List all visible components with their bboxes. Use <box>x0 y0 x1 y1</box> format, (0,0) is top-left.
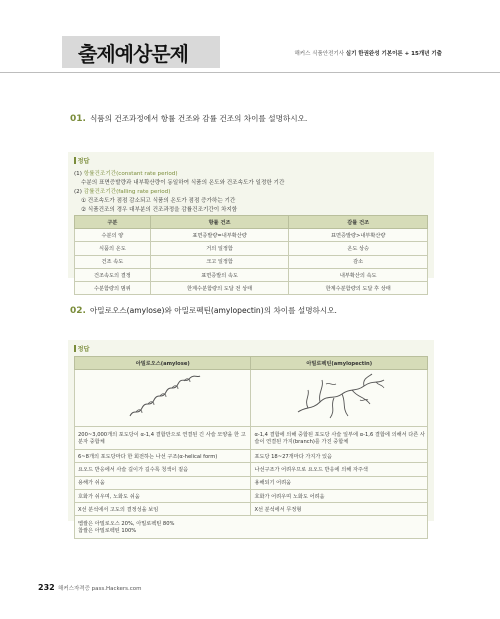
table-row <box>75 255 428 268</box>
table-row <box>75 476 428 489</box>
table-row <box>75 242 428 255</box>
amylopectin-diagram-cell <box>251 370 428 427</box>
table-cell: 포도당 18~27개마다 가지가 있음 <box>251 450 428 463</box>
table-row <box>75 489 428 502</box>
table-cell: 한계수분함량의 도달 전 상태 <box>150 282 289 295</box>
table-cell: 건조 속도 <box>75 255 151 268</box>
table-header: 감률 건조 <box>289 216 428 229</box>
table-cell: 용해되기 어려움 <box>251 476 428 489</box>
table-cell: 나선구조가 어려우므로 요오드 반응에 의해 자주색 <box>251 463 428 476</box>
table-row <box>75 427 428 450</box>
table-cell: 표면증발량=내부확산량 <box>150 229 289 242</box>
question-2 <box>70 305 337 316</box>
answer-line: ② 식품건조의 경우 대부분의 건조과정을 감률건조기간이 차지함 <box>81 207 238 213</box>
amylose-diagram-cell <box>75 370 251 427</box>
amylopectin-branch-diagram <box>290 372 390 422</box>
answer-line <box>74 169 178 177</box>
line-term: 항률건조기간(constant rate period) <box>83 171 178 177</box>
footer-line: 멥쌀은 아밀로오스 20%, 아밀로펙틴 80% <box>78 521 175 528</box>
question-1-number: 01. <box>70 114 86 124</box>
page-title: 출제예상문제 <box>78 42 188 66</box>
table-row <box>75 229 428 242</box>
label-bar <box>74 157 76 164</box>
table-footer-cell <box>75 516 428 539</box>
table-row <box>75 450 428 463</box>
table-header: 구분 <box>75 216 151 229</box>
answer-label-text: 정답 <box>77 158 90 165</box>
table-cell: 6~8개의 포도당마다 한 회전하는 나선 구조(α-helical form) <box>75 450 251 463</box>
question-2-text: 아밀로오스(amylose)와 아밀로펙틴(amylopectin)의 차이를 설명하시오. <box>89 306 337 315</box>
table-row <box>75 463 428 476</box>
table-cell: 거의 일정함 <box>150 242 289 255</box>
table-cell: 호화가 쉬우며, 노화도 쉬움 <box>75 489 251 502</box>
table-cell: α-1,4 결합에 의해 중합된 포도당 사슬 일부에 α-1,6 결합에 의해서 다른 사슬이 연결된 가지(branch)를 가진 중합체 <box>251 427 428 450</box>
answer-line: 수분의 표면증발량과 내부확산량이 동일하여 식품의 온도와 건조속도가 일정한 기간 <box>81 180 285 186</box>
table-cell: 감소 <box>289 255 428 268</box>
question-2-number: 02. <box>70 306 86 316</box>
table-cell: 용해가 쉬움 <box>75 476 251 489</box>
table-cell: 온도 상승 <box>289 242 428 255</box>
table-cell: 크고 일정함 <box>150 255 289 268</box>
table-cell: 건조속도의 결정 <box>75 268 151 281</box>
header-divider <box>0 72 500 73</box>
table-header: 항률 건조 <box>150 216 289 229</box>
table-cell: 수분함량의 범위 <box>75 282 151 295</box>
table-footer-row <box>75 516 428 539</box>
table-row <box>75 282 428 295</box>
amylose-helix-diagram <box>124 372 204 422</box>
subtitle-prefix: 해커스 식품안전기사 <box>294 51 346 57</box>
table-cell: 요오드 반응에서 사슬 길이가 길수록 청색이 짙음 <box>75 463 251 476</box>
answer-line: ① 건조속도가 점점 감소되고 식품의 온도가 점점 증가하는 기간 <box>81 198 236 204</box>
label-bar <box>74 345 76 352</box>
book-subtitle <box>294 49 442 57</box>
table-cell: X선 분석에서 고도의 결정성을 보임 <box>75 503 251 516</box>
table-header-row <box>75 216 428 229</box>
table-cell: 호화가 어려우며 노화도 어려움 <box>251 489 428 502</box>
comparison-table-2 <box>74 356 428 539</box>
question-1-text: 식품의 건조과정에서 항률 건조와 감률 건조의 차이를 설명하시오. <box>89 114 308 123</box>
answer-label-text: 정답 <box>77 346 90 353</box>
table-header: 아밀로펙틴(amylopectin) <box>251 357 428 370</box>
comparison-table-1 <box>74 215 428 295</box>
table-header: 아밀로오스(amylose) <box>75 357 251 370</box>
table-row <box>75 503 428 516</box>
table-cell: 내부확산의 속도 <box>289 268 428 281</box>
question-1 <box>70 113 307 124</box>
table-cell: 식품의 온도 <box>75 242 151 255</box>
answer-label-1 <box>74 156 89 165</box>
answer-label-2 <box>74 344 89 353</box>
table-cell: X선 분석에서 무정형 <box>251 503 428 516</box>
diagram-row <box>75 370 428 427</box>
table-row <box>75 268 428 281</box>
table-cell: 수분의 양 <box>75 229 151 242</box>
page-number: 232 <box>38 583 55 592</box>
footer-line: 찹쌀은 아밀로펙틴 100% <box>78 528 137 535</box>
table-header-row <box>75 357 428 370</box>
answer-box-2 <box>68 340 434 535</box>
table-cell: 표면증발량>내부확산량 <box>289 229 428 242</box>
footer-site: 해커스자격증 pass.Hackers.com <box>58 586 142 592</box>
answer-box-1 <box>68 152 434 292</box>
table-cell: 한계수분함량의 도달 후 상태 <box>289 282 428 295</box>
answer-line <box>74 187 170 195</box>
table-cell: 200~3,000개의 포도당이 α-1,4 결합만으로 연결된 긴 사슬 모양을 한 고분자 중합체 <box>75 427 251 450</box>
subtitle-bold: 실기 한권완성 기본이론 + 15개년 기출 <box>345 51 442 57</box>
table-cell: 표면증발의 속도 <box>150 268 289 281</box>
line-term: 감률건조기간(falling rate period) <box>83 189 171 195</box>
line-prefix: (2) <box>74 189 84 195</box>
line-prefix: (1) <box>74 171 84 177</box>
